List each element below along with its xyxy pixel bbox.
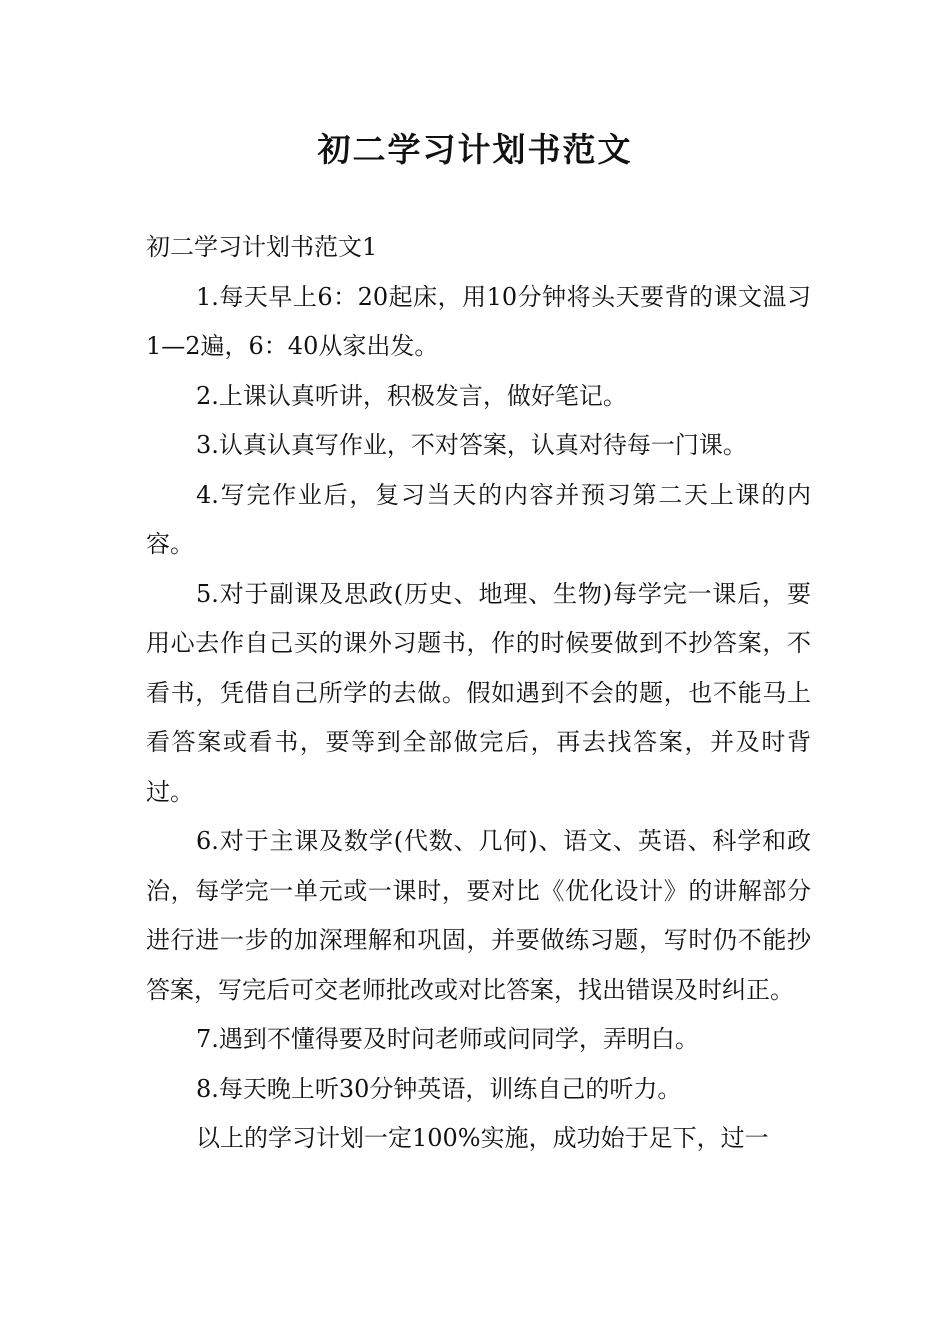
paragraph-item-8: 8.每天晚上听30分钟英语，训练自己的听力。 [196, 1074, 682, 1103]
paragraph-closing: 以上的学习计划一定100%实施，成功始于足下，过一 [196, 1124, 769, 1152]
paragraph-item-4: 4.写完作业后，复习当天的内容并预习第二天上课的内容。 [146, 480, 811, 558]
paragraph-item-6: 6.对于主课及数学(代数、几何)、语文、英语、科学和政治，每学完一单元或一课时，要对比《优化设计》的讲解部分进行进一步的加深理解和巩固，并要做练习题，写时仍不能抄答案，写完后可交老师批改或对比答案，找出错误及时纠正。 [146, 827, 811, 1004]
paragraph-item-2: 2.上课认真听讲，积极发言，做好笔记。 [196, 381, 627, 410]
paragraph-item-7: 7.遇到不懂得要及时问老师或问同学，弄明白。 [196, 1025, 699, 1053]
paragraph-item-5: 5.对于副课及思政(历史、地理、生物)每学完一课后，要用心去作自己买的课外习题书，作的时候要做到不抄答案，不看书，凭借自己所学的去做。假如遇到不会的题，也不能马上看答案或看书，要等到全部做完后，再去找答案，并及时背过。 [146, 579, 811, 806]
paragraph-item-3: 3.认真认真写作业，不对答案，认真对待每一门课。 [196, 431, 747, 459]
document-body [146, 223, 811, 1164]
document-title: 初二学习计划书范文 [317, 130, 633, 169]
paragraph-item-1: 1.每天早上6：20起床，用10分钟将头天要背的课文温习1—2遍，6：40从家出发。 [146, 282, 811, 360]
section-subheading: 初二学习计划书范文1 [146, 233, 378, 261]
